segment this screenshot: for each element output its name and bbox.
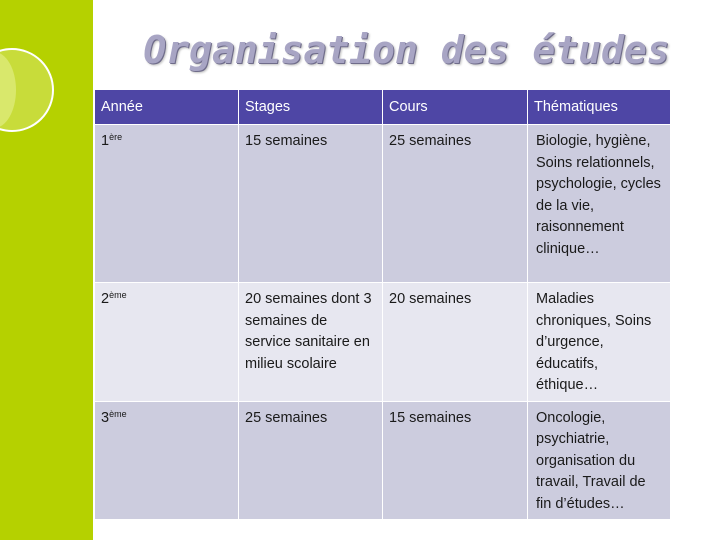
thematiques-cell: Biologie, hygiène, Soins relationnels, psychologie, cycles de la vie, raisonnement clinique… <box>528 125 671 283</box>
decorative-circle-inner <box>0 52 16 128</box>
year-number: 1 <box>101 133 110 149</box>
year-suffix: ème <box>109 408 127 419</box>
header-stages: Stages <box>239 90 383 125</box>
header-annee: Année <box>95 90 239 125</box>
studies-table <box>94 89 671 520</box>
stages-cell: 20 semaines dont 3 semaines de service sanitaire en milieu scolaire <box>239 283 383 402</box>
table-row <box>95 125 671 283</box>
slide-title: Organisation des études <box>143 28 670 72</box>
year-number: 2 <box>101 291 110 307</box>
sidebar-accent <box>0 0 93 540</box>
thematiques-cell: Maladies chroniques, Soins d’urgence, éducatifs, éthique… <box>528 283 671 402</box>
header-cours: Cours <box>383 90 528 125</box>
cours-cell: 20 semaines <box>383 283 528 402</box>
stages-cell: 15 semaines <box>239 125 383 283</box>
year-cell <box>95 125 239 283</box>
thematiques-cell: Oncologie, psychiatrie, organisation du travail, Travail de fin d’études… <box>528 401 671 520</box>
cours-cell: 15 semaines <box>383 401 528 520</box>
year-number: 3 <box>101 409 110 426</box>
stages-cell: 25 semaines <box>239 401 383 520</box>
table-header-row <box>95 90 671 125</box>
decorative-circle <box>0 48 54 132</box>
header-thematiques: Thématiques <box>528 90 671 125</box>
table-row <box>95 401 671 520</box>
year-cell <box>95 401 239 520</box>
table-row <box>95 283 671 402</box>
year-suffix: ème <box>109 290 127 300</box>
year-cell <box>95 283 239 402</box>
year-suffix: ère <box>109 132 123 142</box>
cours-cell: 25 semaines <box>383 125 528 283</box>
